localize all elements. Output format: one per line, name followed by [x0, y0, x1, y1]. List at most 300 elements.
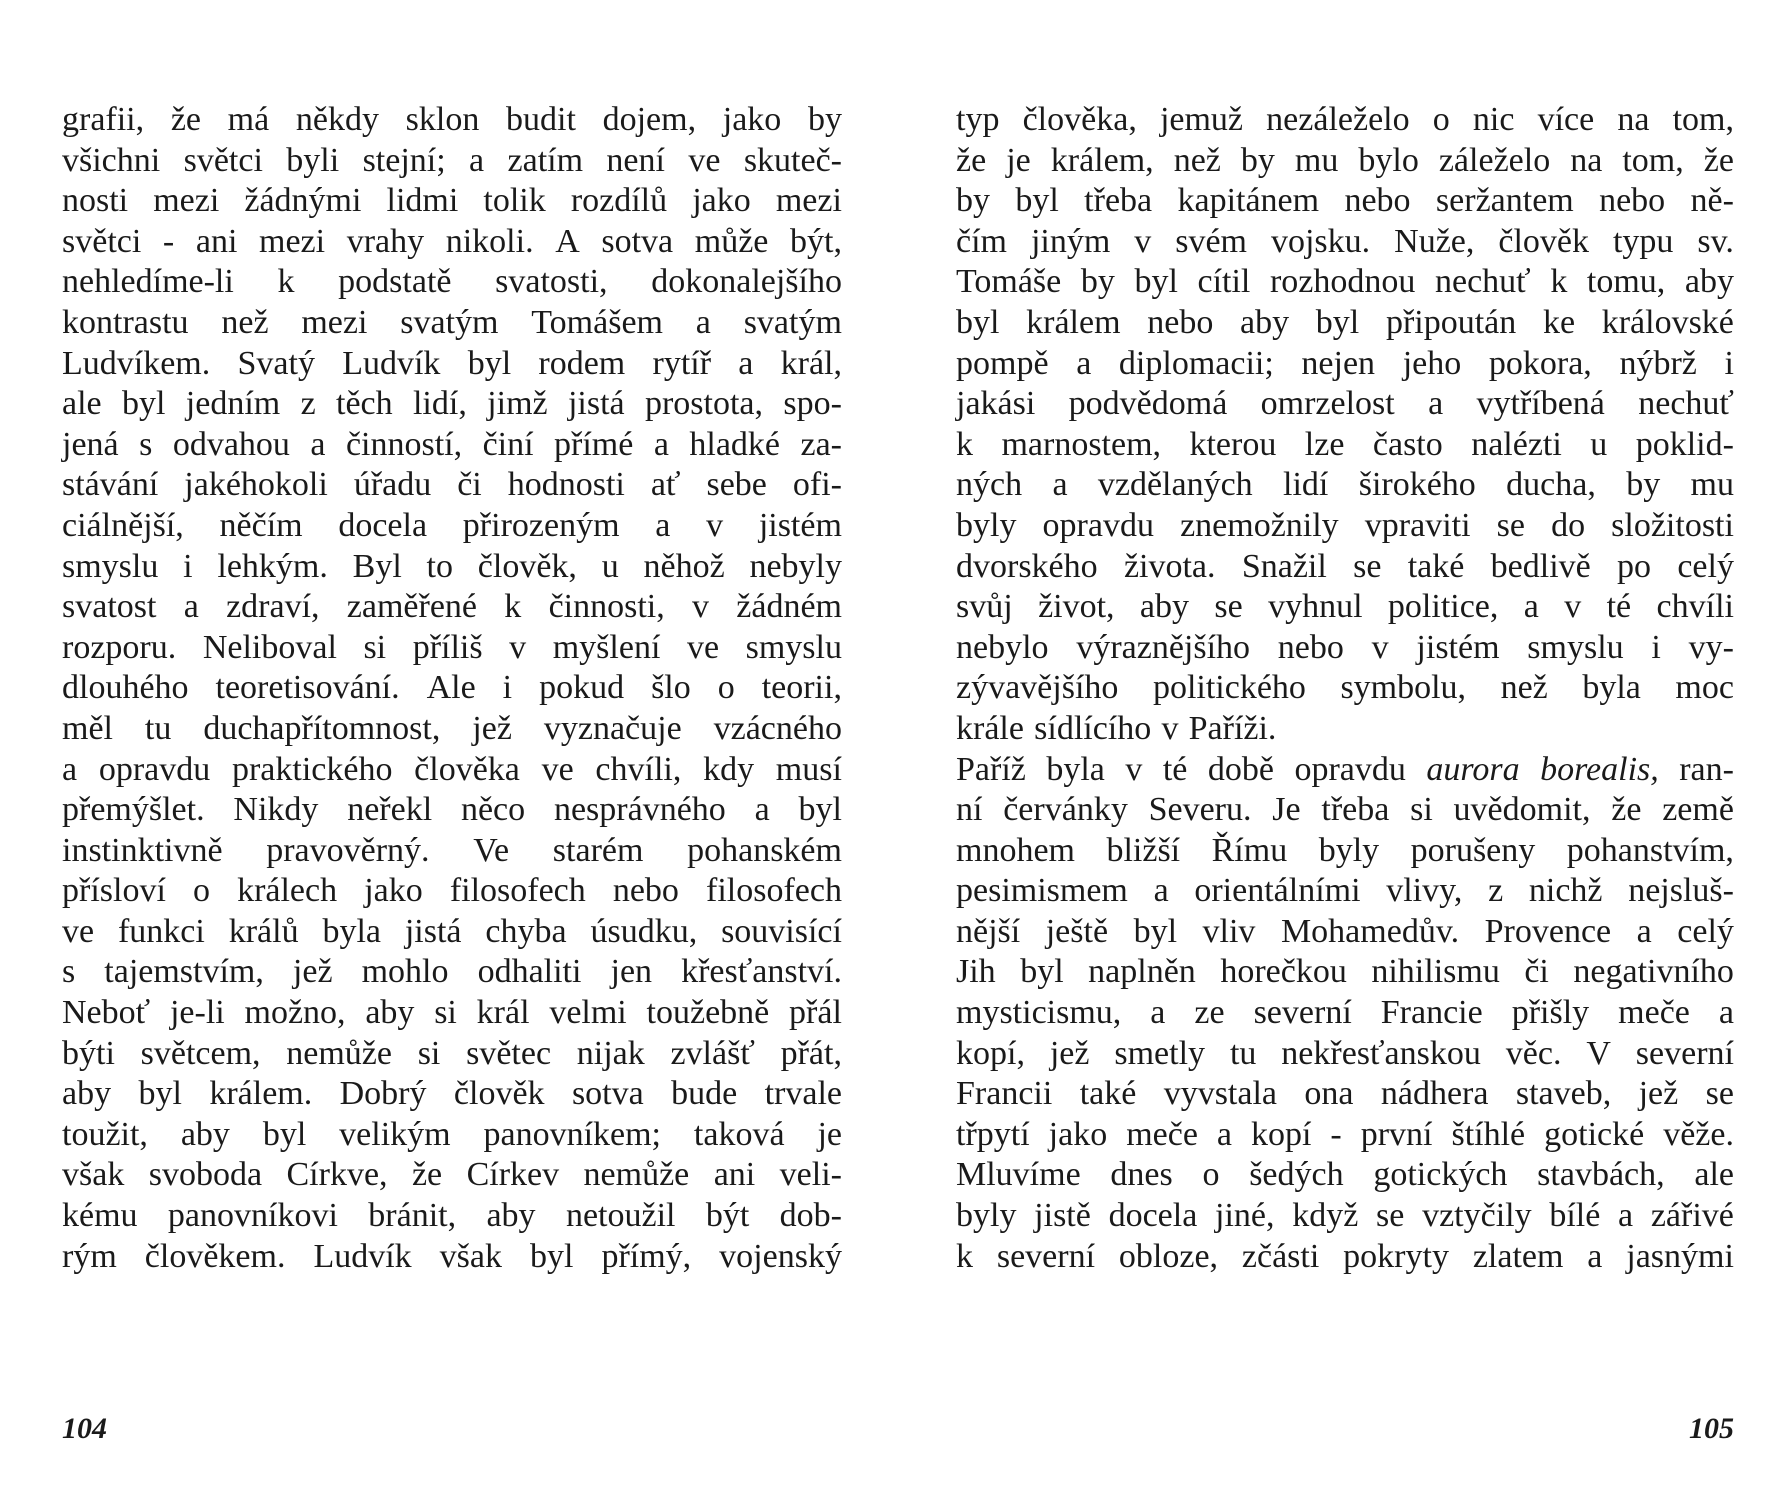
word: přísloví [62, 872, 166, 910]
word: dokonalejšího [651, 263, 842, 301]
word: má [227, 101, 270, 138]
word: světcem, [140, 1034, 261, 1072]
word: člověkem. [144, 1237, 286, 1275]
word: se [1376, 1197, 1405, 1235]
word: by [1080, 263, 1115, 301]
word: té [1606, 588, 1632, 626]
word: praktického [231, 750, 393, 788]
word: kopí [1250, 1115, 1312, 1153]
word: nebo [612, 872, 679, 910]
word: ještě [1045, 912, 1109, 950]
text-line [956, 952, 1734, 993]
word: vztyčily [1422, 1197, 1532, 1235]
word: smyslu [62, 547, 159, 585]
word: o [1432, 101, 1450, 138]
word: mezi [153, 182, 220, 220]
text-line [62, 993, 842, 1034]
word: byl [798, 791, 842, 829]
word: ran- [1679, 750, 1734, 788]
word: se [1496, 506, 1525, 544]
text-line [956, 1155, 1734, 1196]
word: Církev [466, 1156, 560, 1194]
word: kopí, [956, 1034, 1025, 1072]
word: možno, [244, 994, 346, 1032]
word: širokého [1358, 466, 1476, 504]
word: podvědomá [1068, 385, 1228, 423]
text-line [62, 181, 842, 222]
word: symbolu, [1340, 669, 1467, 707]
word: dlouhého [62, 669, 189, 707]
right-page-text [956, 100, 1734, 1277]
word: a [653, 425, 669, 463]
word: V [1586, 1034, 1611, 1072]
word: Mohamedův. [1280, 912, 1460, 950]
text-line [62, 262, 842, 303]
text-line [956, 344, 1734, 385]
word: sv. [1697, 222, 1734, 260]
word: lehkým. [217, 547, 328, 585]
word: severní [996, 1237, 1096, 1275]
word: jeho [1402, 344, 1462, 382]
word: výraznějšího [1076, 628, 1251, 666]
word: vyvstala [1163, 1075, 1278, 1113]
word: ve [62, 912, 95, 950]
word: dojem, [602, 101, 697, 138]
word: ní [956, 791, 983, 829]
word: jemuž [1159, 101, 1244, 138]
word: žádném [736, 588, 842, 626]
word: kterou [1189, 425, 1277, 463]
word: horečkou [1220, 953, 1347, 991]
word: starém [552, 831, 644, 869]
word: aby [62, 1075, 112, 1113]
text-line [956, 790, 1734, 831]
word: není [606, 141, 665, 179]
text-line [62, 100, 842, 141]
word: ke [1542, 303, 1576, 341]
word: hladké [689, 425, 781, 463]
word: toužit, [62, 1115, 148, 1153]
word: Jih [956, 953, 996, 991]
word: tomu, [1586, 263, 1666, 301]
word: nebo [1599, 182, 1666, 220]
word: svatost [62, 588, 157, 626]
word: vzácného [713, 709, 842, 747]
word: přímé [554, 425, 634, 463]
word: jimž [487, 385, 548, 423]
word: meče [1618, 994, 1690, 1032]
text-line [956, 222, 1734, 263]
word: budit [506, 101, 576, 138]
word: věc. [1505, 1034, 1562, 1072]
word: byl [956, 303, 1000, 341]
word: zvlášť [670, 1034, 755, 1072]
word: štíhlé [1451, 1115, 1526, 1153]
word: tu [144, 709, 172, 747]
word: přirozeným [462, 506, 620, 544]
word: - [162, 222, 175, 260]
word: docela [1108, 1197, 1198, 1235]
word: nejsluš- [1628, 872, 1734, 910]
word: něhož [643, 547, 725, 585]
word: v [1161, 709, 1179, 747]
word: králech [237, 872, 338, 910]
word: filosofech [706, 872, 842, 910]
word: celý [1677, 547, 1734, 585]
word: prostota, [644, 385, 764, 423]
word: hodnosti [507, 466, 625, 504]
word: rytíř [652, 344, 712, 382]
word: a [1153, 872, 1169, 910]
text-line [956, 262, 1734, 303]
word: činnosti, [548, 588, 665, 626]
word: souvisící [721, 912, 842, 950]
word: čím [956, 222, 1007, 260]
word: musí [775, 750, 842, 788]
word: instinktivně [62, 831, 223, 869]
word: vy- [1688, 628, 1734, 666]
word: však [62, 1156, 125, 1194]
word: přišly [1511, 994, 1590, 1032]
word: pohanském [687, 831, 842, 869]
text-line [956, 141, 1734, 182]
word: Severu. [1148, 791, 1252, 829]
word: si [417, 1034, 441, 1072]
word: a [695, 303, 711, 341]
word: třpytí [956, 1115, 1030, 1153]
word: s [139, 425, 153, 463]
word: jedním [185, 385, 281, 423]
word: žádnými [244, 182, 362, 220]
word: byl [530, 1237, 574, 1275]
word: panovníkovi [167, 1197, 338, 1235]
word: borealis, [1540, 750, 1659, 788]
word: diplomacii; [1118, 344, 1274, 382]
word: ani [713, 1156, 756, 1194]
word: jež [292, 953, 333, 991]
word: být, [790, 222, 842, 260]
word: panovníkem; [483, 1115, 662, 1153]
word: a [1076, 344, 1092, 382]
word: mezi [301, 303, 368, 341]
word: byl [1015, 182, 1059, 220]
word: také [1079, 1075, 1137, 1113]
word: gotické [1544, 1115, 1645, 1153]
word: v [1125, 750, 1143, 788]
word: pravověrný. [266, 831, 430, 869]
word: a [1150, 994, 1166, 1032]
word: rým [62, 1237, 117, 1275]
word: teoretisování. [215, 669, 400, 707]
word: však [439, 1237, 502, 1275]
word: svém [1175, 222, 1248, 260]
word: Neboť [62, 994, 151, 1032]
text-line [956, 1115, 1734, 1156]
word: bránit, [368, 1197, 457, 1235]
word: funkci [117, 912, 205, 950]
word: ve [688, 141, 721, 179]
word: celý [1677, 912, 1734, 950]
word: byl [262, 1115, 307, 1153]
word: severní [1253, 994, 1352, 1032]
word: jež [1638, 1075, 1679, 1113]
word: sebe [706, 466, 767, 504]
word: chvíli, [595, 750, 682, 788]
word: nebyly [749, 547, 842, 585]
word: a [1216, 1115, 1232, 1153]
word: Francie [1380, 994, 1483, 1032]
word: filosofech [449, 872, 586, 910]
word: pompě [956, 344, 1049, 382]
word: A [555, 222, 580, 260]
word: tajemstvím, [104, 953, 264, 991]
word: Mluvíme [956, 1156, 1081, 1194]
word: vzdělaných [1097, 466, 1253, 504]
word: zaměřené [346, 588, 478, 626]
word: přemýšlet. [62, 791, 205, 829]
word: jistém [1416, 628, 1500, 666]
word: orientálními [1194, 872, 1361, 910]
word: duchapřítomnost, [203, 709, 441, 747]
text-line [62, 912, 842, 953]
word: jako [364, 872, 423, 910]
text-line [62, 587, 842, 628]
word: jistém [758, 506, 842, 544]
word: jistá [567, 385, 625, 423]
word: aby [180, 1115, 230, 1153]
word: Provence [1484, 912, 1612, 950]
word: jež [472, 709, 512, 747]
text-line [956, 668, 1734, 709]
word: nehledíme-li [62, 263, 234, 301]
word: přát, [780, 1034, 842, 1072]
word: marnostem, [1001, 425, 1162, 463]
text-line [62, 1115, 842, 1156]
word: úřadu [353, 466, 432, 504]
word: by [807, 101, 842, 138]
word: meče [1126, 1115, 1198, 1153]
word: vyznačuje [543, 709, 682, 747]
word: je [1006, 141, 1031, 179]
word: Svatý [237, 344, 315, 382]
word: o [717, 669, 735, 707]
word: by [956, 182, 990, 220]
word: aby [1684, 263, 1734, 301]
word: měl [62, 709, 113, 747]
text-line [956, 384, 1734, 425]
word: nosti [62, 182, 129, 220]
word: nádhera [1380, 1075, 1489, 1113]
word: typ [956, 101, 1000, 138]
word: netoužil [565, 1197, 676, 1235]
word: podstatě [338, 263, 452, 301]
word: teorii, [761, 669, 842, 707]
text-line [956, 871, 1734, 912]
word: člověka, [1022, 101, 1137, 138]
word: něčím [219, 506, 303, 544]
word: vlivy, [1386, 872, 1463, 910]
word: a [310, 425, 326, 463]
text-line [956, 303, 1734, 344]
word: pokora, [1488, 344, 1592, 382]
text-line [956, 506, 1734, 547]
text-line [956, 1034, 1734, 1075]
word: neřekl [347, 791, 433, 829]
word: byl [467, 344, 512, 382]
word: příliš [412, 628, 483, 666]
word: Nikdy [233, 791, 319, 829]
word: chvíli [1656, 588, 1734, 626]
word: zářivé [1650, 1197, 1734, 1235]
text-line [956, 831, 1734, 872]
word: byla [322, 912, 381, 950]
word: královské [1601, 303, 1734, 341]
word: nesprávného [553, 791, 726, 829]
word: Neliboval [202, 628, 337, 666]
word: mnohem [956, 831, 1075, 869]
word: ve [541, 750, 574, 788]
text-line [62, 1196, 842, 1237]
word: se [1353, 547, 1382, 585]
word: si [1410, 791, 1433, 829]
word: je [817, 1115, 842, 1153]
word: sklon [405, 101, 480, 138]
word: ale [62, 385, 102, 423]
text-line [62, 384, 842, 425]
word: než [1500, 669, 1548, 707]
word: sotva [571, 1075, 644, 1113]
word: světci [62, 222, 142, 260]
text-line [62, 831, 842, 872]
word: přímý, [601, 1237, 692, 1275]
text-line [62, 628, 842, 669]
word: že [170, 101, 201, 138]
word: ducha, [1506, 466, 1596, 504]
word: negativního [1573, 953, 1734, 991]
word: se [1214, 588, 1243, 626]
text-line [956, 993, 1734, 1034]
word: mu [1294, 141, 1339, 179]
word: staveb, [1515, 1075, 1612, 1113]
word: Ludvík [313, 1237, 412, 1275]
text-line [62, 790, 842, 831]
word: Dobrý [339, 1075, 427, 1113]
word: znemožnily [1180, 506, 1339, 544]
word: k [956, 1237, 973, 1275]
word: byli [286, 141, 340, 179]
word: tolik [483, 182, 546, 220]
word: nemůže [286, 1034, 392, 1072]
word: Nuže, [1394, 222, 1475, 260]
word: záleželo [1438, 141, 1551, 179]
word: často [1372, 425, 1443, 463]
word: v [706, 506, 724, 544]
word: šedých [1249, 1156, 1344, 1194]
word: nikoli. [445, 222, 534, 260]
word: třeba [1084, 182, 1153, 220]
word: ale [1694, 1156, 1734, 1194]
word: vojenský [719, 1237, 842, 1275]
word: opravdu [1294, 750, 1406, 788]
word: omrzelost [1260, 385, 1395, 423]
text-line [956, 709, 1734, 750]
word: chyba [485, 912, 567, 950]
word: vojsku. [1270, 222, 1371, 260]
word: červánky [1003, 791, 1128, 829]
word: svatým [400, 303, 499, 341]
word: zlatem [1472, 1237, 1564, 1275]
word: nijak [576, 1034, 645, 1072]
word: Ludvíkem. [62, 344, 211, 382]
word: bílé [1549, 1197, 1601, 1235]
word: ani [195, 222, 238, 260]
word: Církve, [286, 1156, 388, 1194]
word: více [1537, 101, 1595, 138]
word: porušeny [1410, 831, 1536, 869]
word: pohanstvím, [1566, 831, 1734, 869]
word: k [504, 588, 522, 626]
word: nebo [1277, 628, 1344, 666]
text-line [62, 952, 842, 993]
word: jakéhokoli [184, 466, 328, 504]
word: na [1570, 141, 1603, 179]
word: zývavějšího [956, 669, 1119, 707]
word: jistá [404, 912, 462, 950]
left-page-text [62, 100, 842, 1277]
word: byl [121, 385, 166, 423]
word: pokryty [1343, 1237, 1449, 1275]
word: i [502, 669, 513, 707]
word: zčásti [1241, 1237, 1320, 1275]
word: nechuť [1435, 263, 1531, 301]
word: naplněn [1088, 953, 1196, 991]
text-line [62, 871, 842, 912]
word: dob- [779, 1197, 842, 1235]
text-line [956, 628, 1734, 669]
word: něco [460, 791, 526, 829]
word: vrahy [346, 222, 425, 260]
word: gotických [1373, 1156, 1508, 1194]
word: i [1724, 344, 1734, 382]
word: mysticismu, [956, 994, 1122, 1032]
word: vyhnul [1268, 588, 1363, 626]
word: a [738, 344, 754, 382]
word: uvědomit, [1453, 791, 1591, 829]
word: vpraviti [1364, 506, 1471, 544]
word: jen [610, 953, 653, 991]
word: nechuť [1638, 385, 1734, 423]
text-line [956, 912, 1734, 953]
word: jasnými [1626, 1237, 1734, 1275]
word: Ale [426, 669, 476, 707]
word: s [62, 953, 76, 991]
word: poklid- [1635, 425, 1734, 463]
word: odhaliti [477, 953, 582, 991]
word: svůj [956, 588, 1013, 626]
word: k [277, 263, 295, 301]
text-line [62, 506, 842, 547]
word: o [1202, 1156, 1220, 1194]
word: byla [1046, 750, 1105, 788]
word: či [1524, 953, 1549, 991]
word: ze [1194, 994, 1225, 1032]
word: než [221, 303, 269, 341]
word: nýbrž [1619, 344, 1697, 382]
word: světci [183, 141, 263, 179]
word: také [1407, 547, 1465, 585]
word: do [1551, 506, 1586, 544]
word: kému [62, 1197, 138, 1235]
